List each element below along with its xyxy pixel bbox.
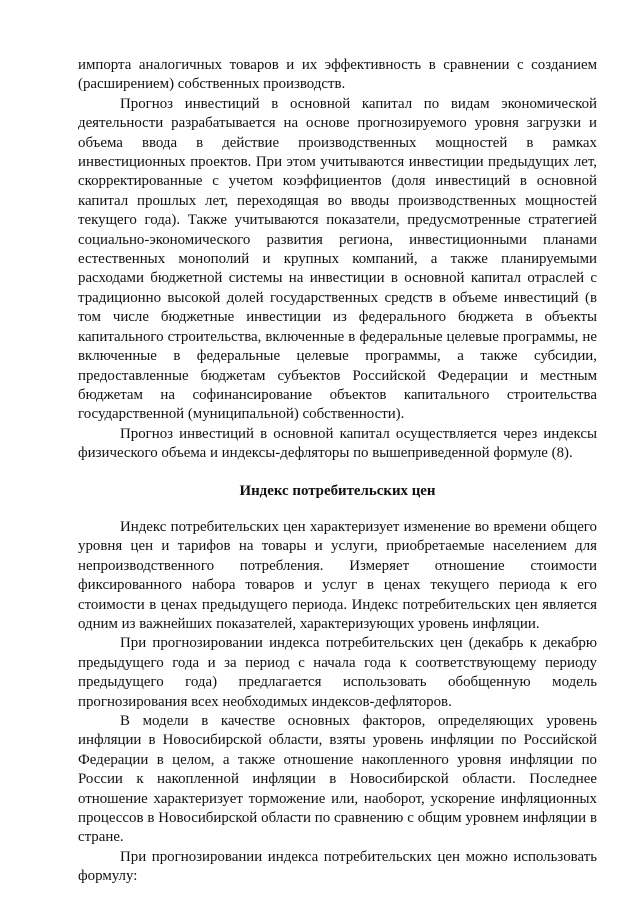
paragraph-cpi-forecast-model: При прогнозировании индекса потребительских цен (декабрь к декабрю предыдущего года и за период с начала года к соответствующему периоду предыдущего года) предлагается использовать обобщенную модель прогнозирования всех необходимых индексов-дефляторов. [78,635,597,710]
document-page [78,56,597,887]
paragraph-investment-indexes: Прогноз инвестиций в основной капитал осуществляется через индексы физического объема и индексы-дефляторы по вышеприведенной формуле (8). [78,425,597,462]
paragraph-cpi-factors: В модели в качестве основных факторов, определяющих уровень инфляции в Новосибирской области, взяты уровень инфляции по Российской Федерации в целом, а также отношение накопленного уровня инфляции по России к накопленной инфляции в Новосибирской области. Последнее отношение характеризует торможение или, наоборот, ускорение инфляционных процессов в Новосибирской области по сравнению с общим уровнем инфляции в стране. [78,713,597,846]
paragraph-investment-forecast: Прогноз инвестиций в основной капитал по видам экономической деятельности разрабатывается на основе прогнозируемого уровня загрузки и объема ввода в действие производственных мощностей в рамках инвестиционных проектов. При этом учитываются инвестиции предыдущих лет, скорректированные с учетом коэффициентов (доля инвестиций в основной капитал прошлых лет, переходящая во вводы производственных мощностей текущего года). Также учитываются показатели, предусмотренные стратегией социально-экономического развития региона, инвестиционными планами естественных монополий и крупных компаний, а также планируемыми расходами бюджетной системы на инвестиции в основной капитал отраслей с традиционно высокой долей государственных средств в объеме инвестиций (в том числе бюджетные инвестиции из федерального бюджета в объекты капитального строительства, включенные в федеральные целевые программы, не включенные в федеральные целевые программы, а также субсидии, предоставленные бюджетам субъектов Российской Федерации и местным бюджетам на софинансирование объектов капитального строительства государственной (муниципальной) собственности). [78,95,597,423]
paragraph-cpi-definition: Индекс потребительских цен характеризует изменение во времени общего уровня цен и тарифов на товары и услуги, приобретаемые населением для непроизводственного потребления. Измеряет отношение стоимости фиксированного набора товаров и услуг в ценах текущего периода к его стоимости в ценах предыдущего периода. Индекс потребительских цен является одним из важнейших показателей, характеризующих уровень инфляции. [78,518,597,632]
section-heading: Индекс потребительских цен [239,482,436,499]
paragraph-continuation: импорта аналогичных товаров и их эффективность в сравнении с созданием (расширением) собственных производств. [78,57,597,93]
paragraph-cpi-formula-intro: При прогнозировании индекса потребительских цен можно использовать формулу: [78,848,597,885]
